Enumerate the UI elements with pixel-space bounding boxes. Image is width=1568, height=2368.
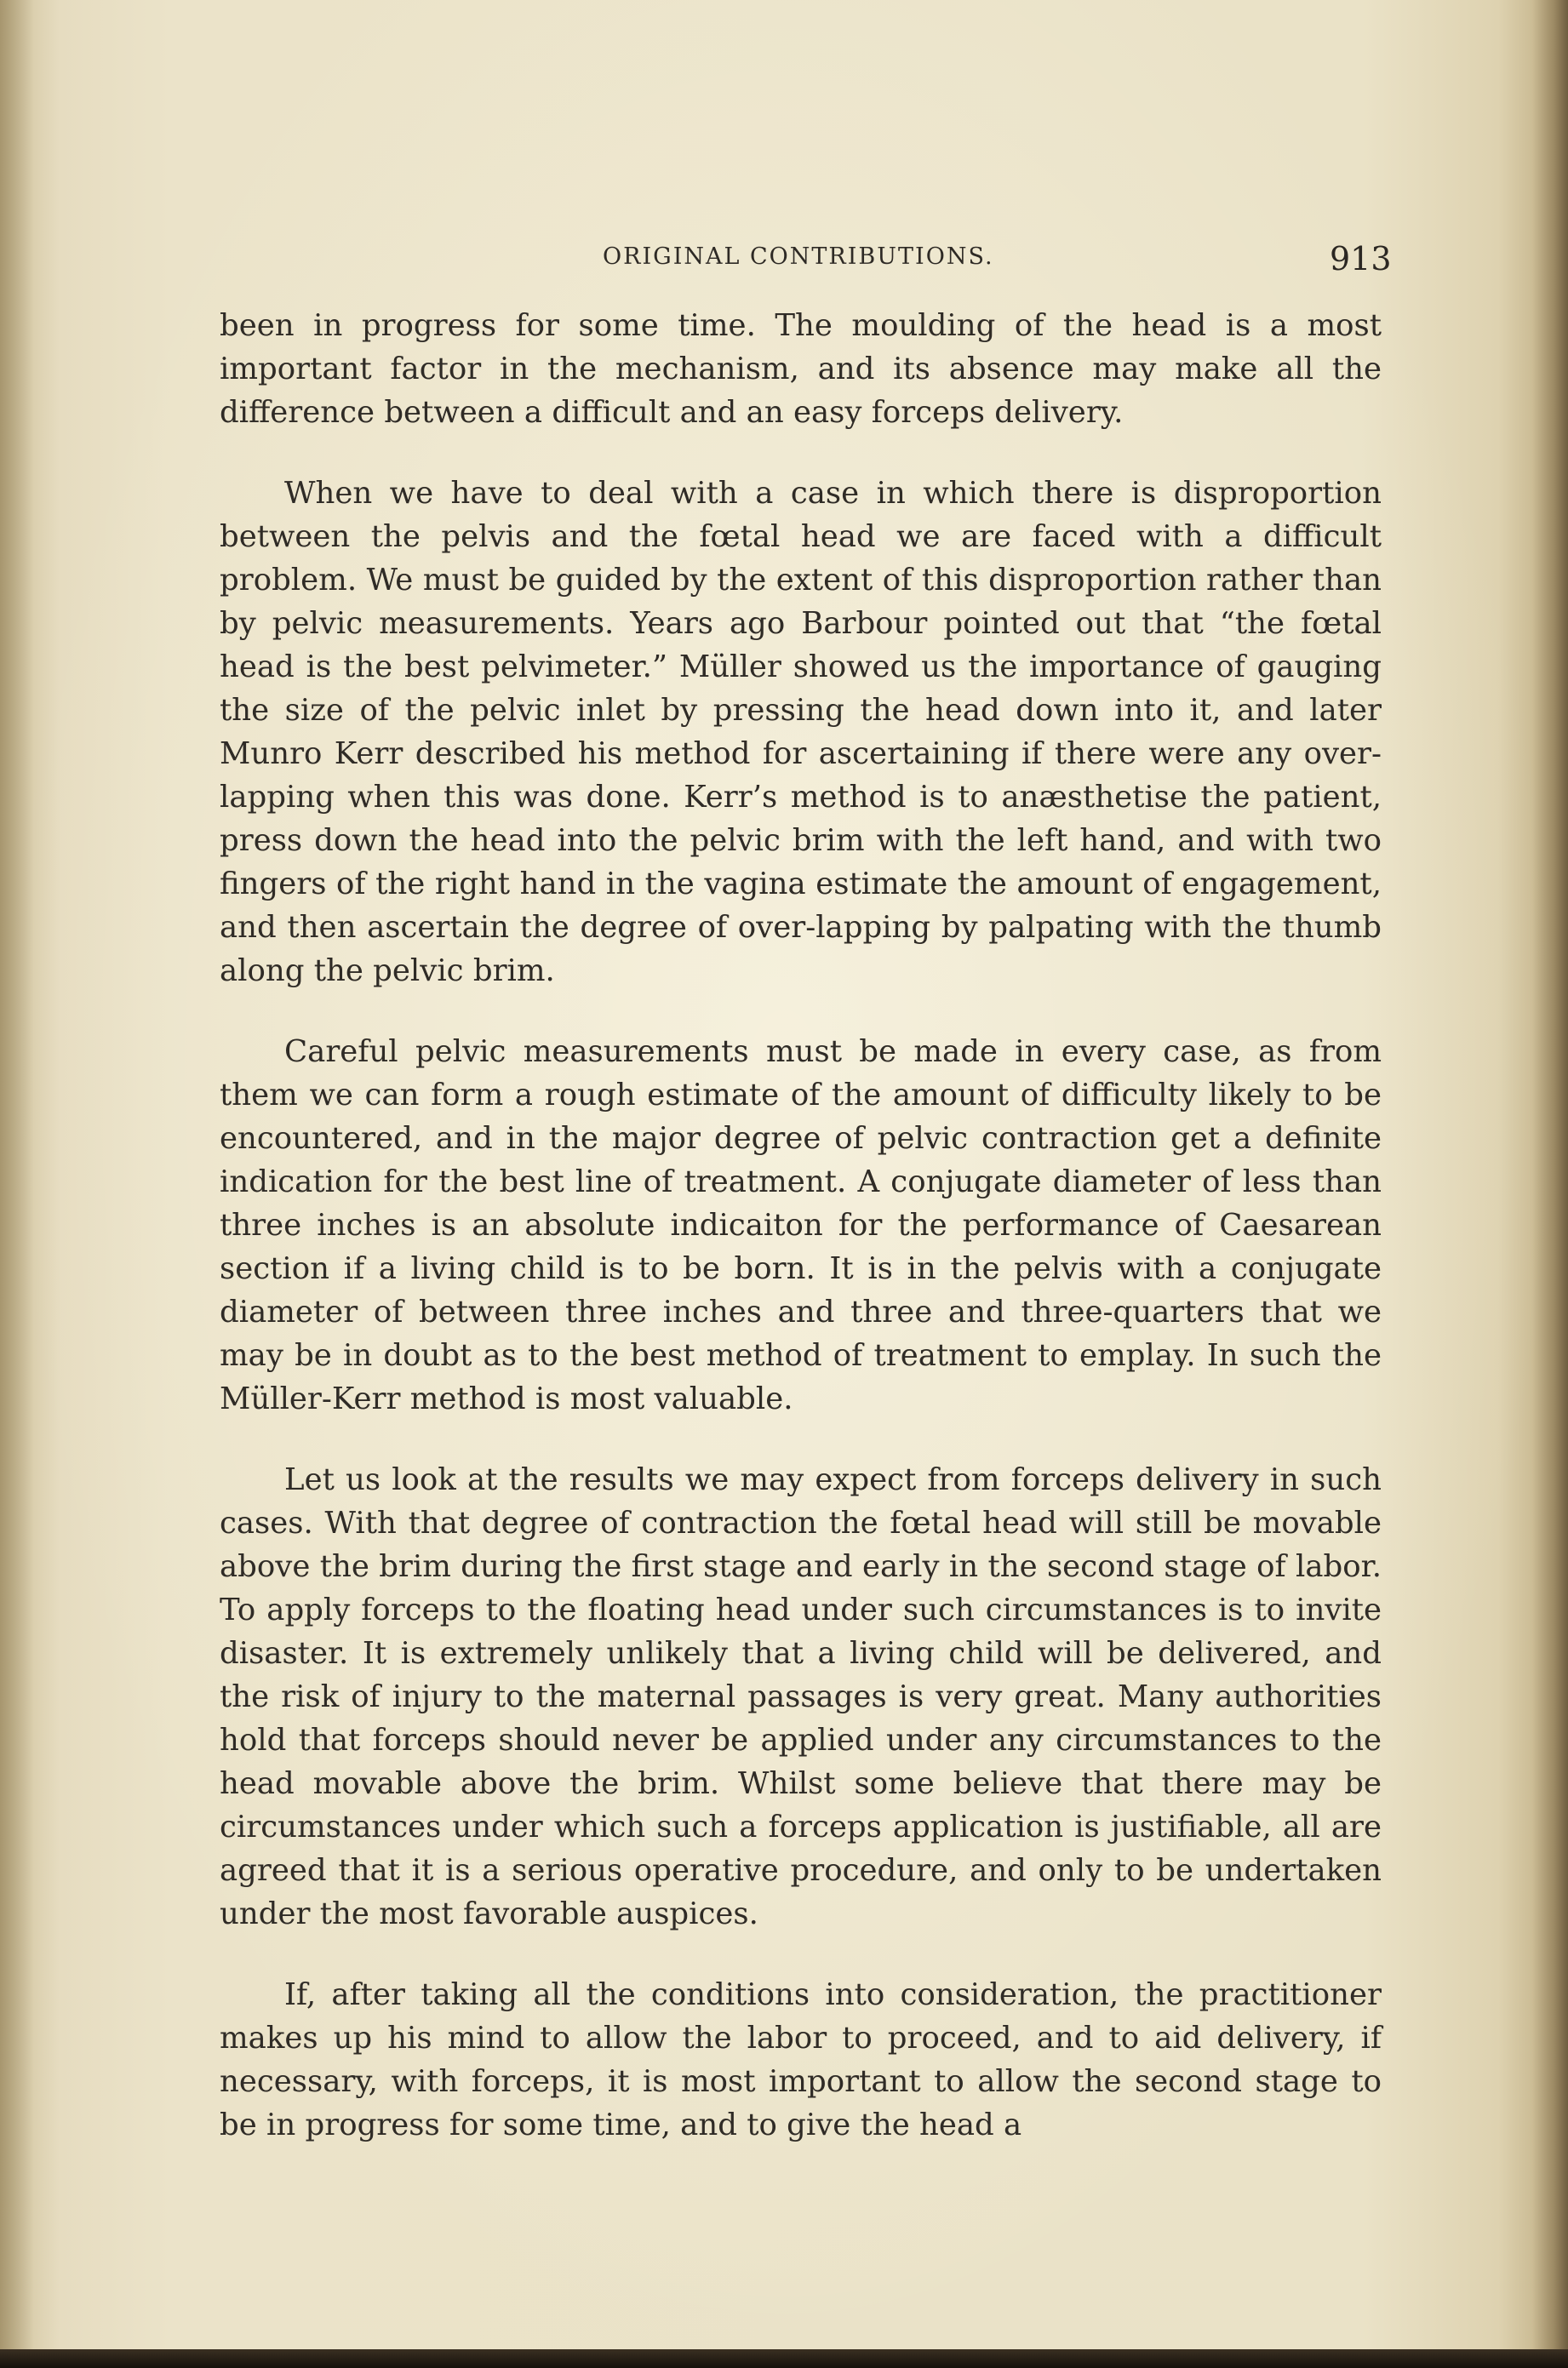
spine-shadow <box>0 0 34 2368</box>
bottom-binding-edge <box>0 2349 1568 2368</box>
page-header <box>0 240 1568 283</box>
paragraph-continuation: been in progress for some time. The moulding of the head is a most important factor in the mechanism, and its absence may make all the difference between a difficult and an easy forceps delivery. <box>220 308 1382 430</box>
page-edge-shadow <box>1532 0 1568 2368</box>
paragraph-forceps-results: Let us look at the results we may expect from forceps delivery in such cases. With that degree of contraction the fœtal head will still be movable above the brim during the first stage and early in the second stage of labor. To apply forceps to the floating head under such circumstances is to invite disaster. It is extremely unlikely that a living child will be delivered, and the risk of injury to the maternal passages is very great. Many authorities hold that forceps should never be applied under any circumstances to the head movable above the brim. Whilst some believe that there may be circumstances under which such a forceps application is justifiable, all are agreed that it is a serious operative procedure, and only to be undertaken under the most favorable auspices. <box>220 1462 1382 1931</box>
paragraph-practitioner: If, after taking all the conditions into consideration, the practitioner makes up his mind to allow the labor to proceed, and to aid delivery, if necessary, with forceps, it is most important to allow the second stage to be in progress for some time, and to give the head a <box>220 1977 1382 2142</box>
body-text <box>220 304 1382 2147</box>
running-head: ORIGINAL CONTRIBUTIONS. <box>603 243 994 270</box>
paragraph-pelvic-measurements: Careful pelvic measurements must be made in every case, as from them we can form a rough estimate of the amount of difficulty likely to be encountered, and in the major degree of pelvic contraction get a definite indication for the best line of treatment. A conjugate diameter of less than three inches is an absolute indicaiton for the performance of Caesarean section if a living child is to be born. It is in the pelvis with a conjugate diameter of between three inches and three and three-quarters that we may be in doubt as to the best method of treatment to emplay. In such the Müller-Kerr method is most valuable. <box>220 1034 1382 1416</box>
page-number: 913 <box>1330 240 1392 277</box>
paragraph-disproportion: When we have to deal with a case in which there is disproportion between the pelvis and the fœtal head we are faced with a difficult problem. We must be guided by the extent of this disproportion rather than by pelvic measurements. Years ago Barbour pointed out that “the fœtal head is the best pelvimeter.” Müller showed us the importance of gauging the size of the pelvic inlet by pressing the head down into it, and later Munro Kerr described his method for ascertaining if there were any over-lapping when this was done. Kerr’s method is to anæsthetise the patient, press down the head into the pelvic brim with the left hand, and with two fingers of the right hand in the vagina estimate the amount of engagement, and then ascertain the degree of over-lapping by palpating with the thumb along the pelvic brim. <box>220 476 1382 988</box>
